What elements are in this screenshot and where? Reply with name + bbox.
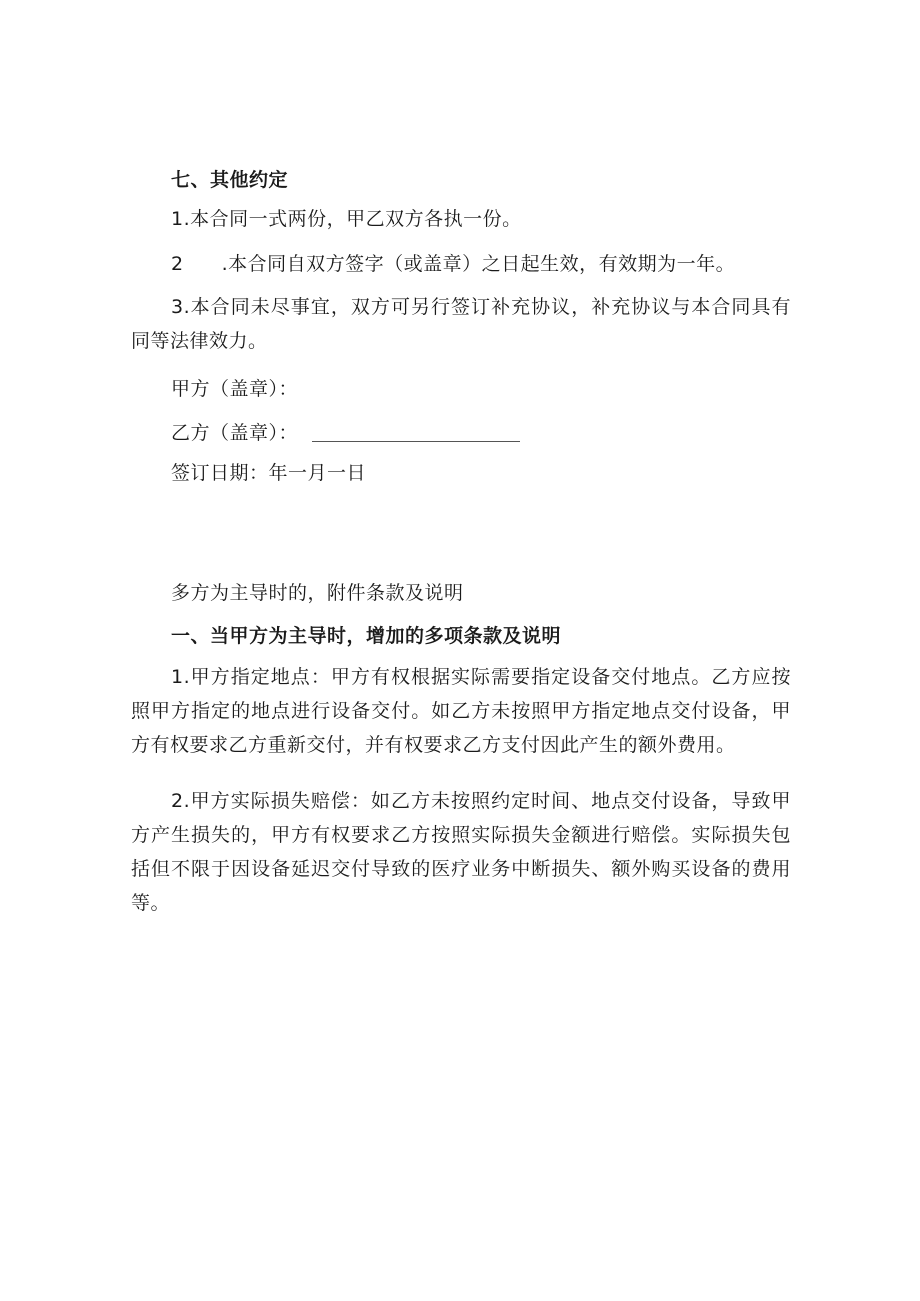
section-heading: 七、其他约定 <box>171 169 289 191</box>
appendix-clause-2: 2.甲方实际损失赔偿：如乙方未按照约定时间、地点交付设备，导致甲方产生损失的，甲方有权要求乙方按照实际损失金额进行赔偿。实际损失包括但不限于因设备延迟交付导致的医疗业务中断损失、额外购买设备的费用等。 <box>131 790 791 914</box>
signature-blank-line <box>312 425 520 442</box>
party-b-seal-row <box>171 420 520 446</box>
clause-3: 3.本合同未尽事宜，双方可另行签订补充协议，补充协议与本合同具有同等法律效力。 <box>131 296 791 352</box>
party-b-seal-label: 乙方（盖章）： <box>171 422 299 444</box>
party-a-seal-label: 甲方（盖章）： <box>171 378 299 400</box>
appendix-intro: 多方为主导时的，附件条款及说明 <box>171 582 464 604</box>
clause-2-number: 2 <box>171 253 184 275</box>
signing-date: 签订日期：年一月一日 <box>171 462 367 484</box>
clause-2-text: .本合同自双方签字（或盖章）之日起生效，有效期为一年。 <box>221 253 736 275</box>
clause-1: 1.本合同一式两份，甲乙双方各执一份。 <box>171 208 522 230</box>
clause-2 <box>171 251 735 277</box>
appendix-clause-1: 1.甲方指定地点：甲方有权根据实际需要指定设备交付地点。乙方应按照甲方指定的地点进行设备交付。如乙方未按照甲方指定地点交付设备，甲方有权要求乙方重新交付，并有权要求乙方支付因此产生的额外费用。 <box>131 666 791 756</box>
appendix-heading: 一、当甲方为主导时，增加的多项条款及说明 <box>171 625 562 647</box>
